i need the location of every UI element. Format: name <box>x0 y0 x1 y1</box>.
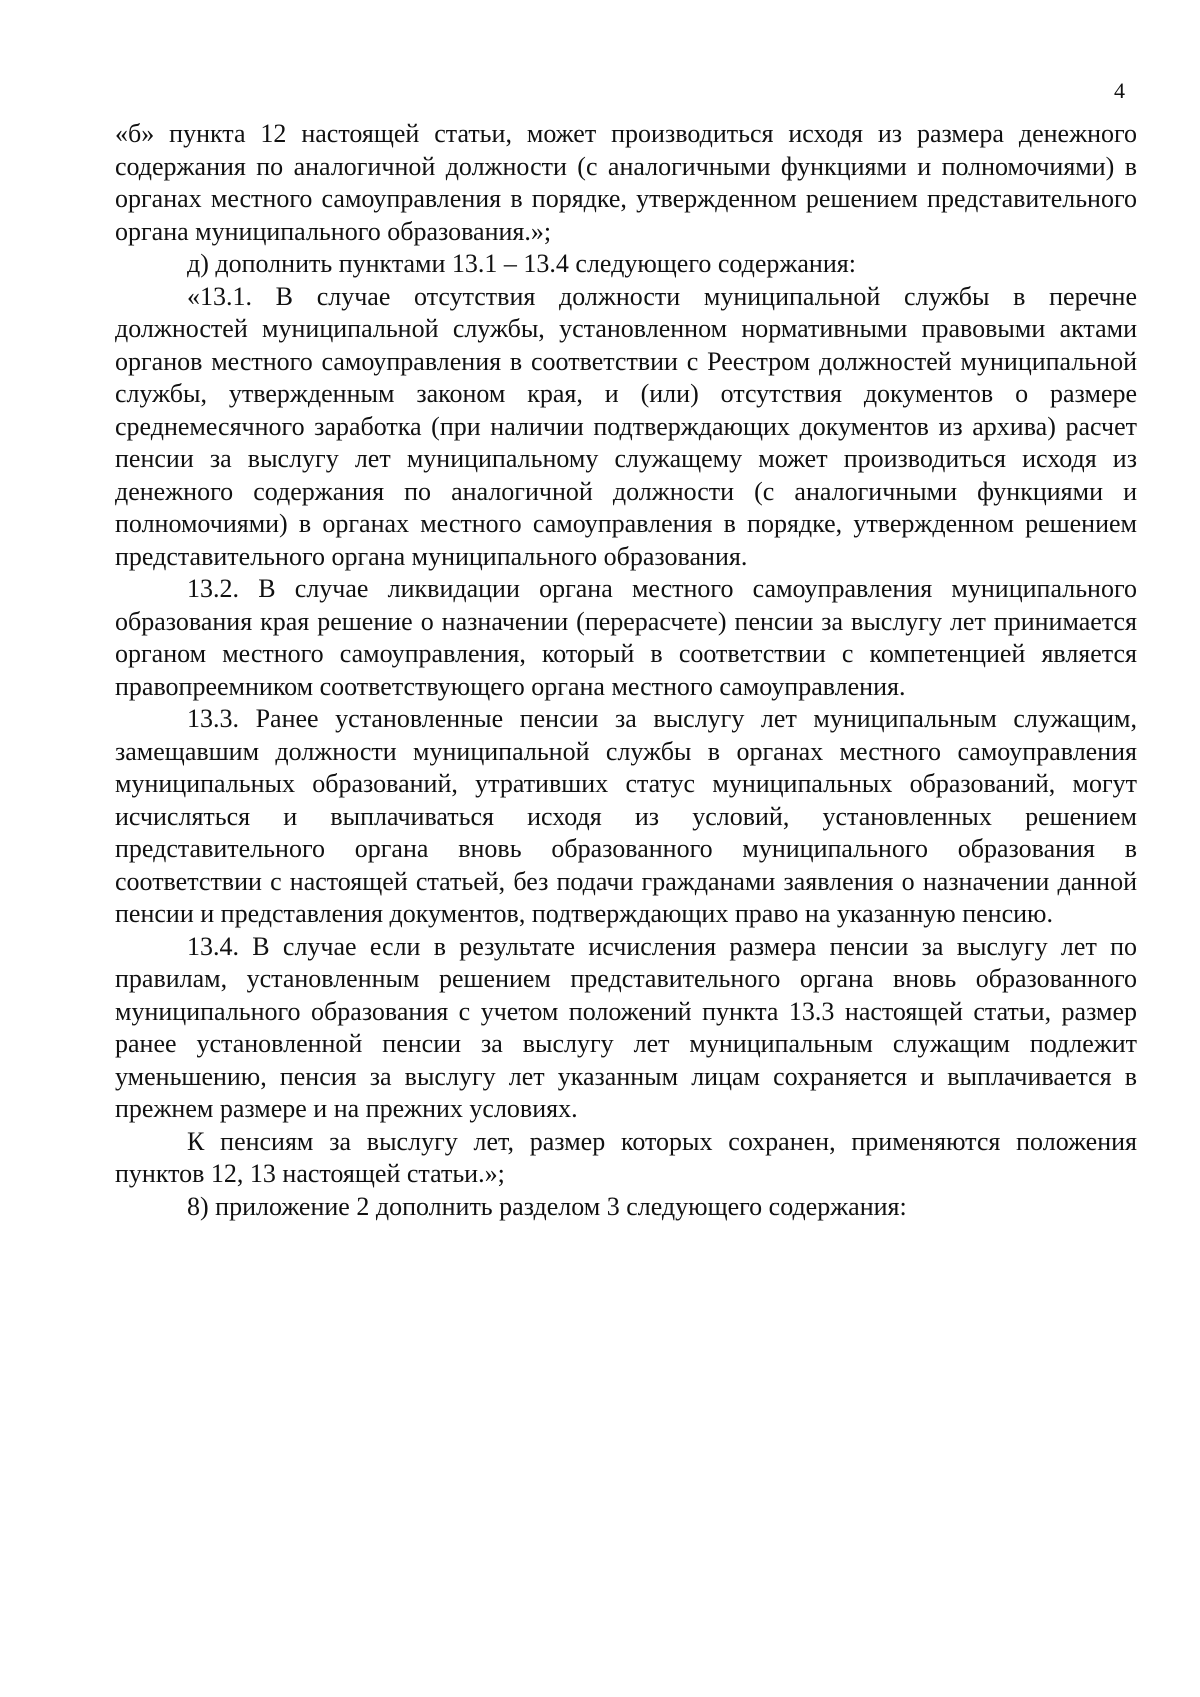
page-number: 4 <box>1114 78 1125 103</box>
paragraph-subitem-d: д) дополнить пунктами 13.1 – 13.4 следующего содержания: <box>187 249 856 278</box>
paragraph-13-1: «13.1. В случае отсутствия должности муниципальной службы в перечне должностей муниципальной службы, установленном нормативными правовыми актами органов местного самоуправления в соответствии с Реестром должностей муниципальной службы, утвержденным законом края, и (или) отсутствия документов о размере среднемесячного заработка (при наличии подтверждающих документов из архива) расчет пенсии за выслугу лет муниципальному служащему может производиться исходя из денежного содержания по аналогичной должности (с аналогичными функциями и полномочиями) в органах местного самоуправления в порядке, утвержденном решением представительного органа муниципального образования. <box>115 281 1137 571</box>
paragraph-item-8: 8) приложение 2 дополнить разделом 3 следующего содержания: <box>187 1191 907 1221</box>
document-body <box>115 118 1137 1223</box>
paragraph-continuation: «б» пункта 12 настоящей статьи, может производиться исходя из размера денежного содержания по аналогичной должности (с аналогичными функциями и полномочиями) в органах местного самоуправления в порядке, утвержденном решением представительного органа муниципального образования.»; <box>115 119 1137 246</box>
paragraph-13-4: 13.4. В случае если в результате исчисления размера пенсии за выслугу лет по правилам, установленным решением представительного органа вновь образованного муниципального образования с учетом положений пункта 13.3 настоящей статьи, размер ранее установленной пенсии за выслугу лет муниципальным служащим подлежит уменьшению, пенсия за выслугу лет указанным лицам сохраняется и выплачивается в прежнем размере и на прежних условиях. <box>115 931 1137 1123</box>
paragraph-13-2: 13.2. В случае ликвидации органа местного самоуправления муниципального образования края решение о назначении (перерасчете) пенсии за выслугу лет принимается органом местного самоуправления, который в соответствии с компетенцией является правопреемником соответствующего органа местного самоуправления. <box>115 574 1137 701</box>
paragraph-pension-provisions: К пенсиям за выслугу лет, размер которых сохранен, применяются положения пунктов 12, 13 настоящей статьи.»; <box>115 1126 1137 1188</box>
paragraph-13-3: 13.3. Ранее установленные пенсии за выслугу лет муниципальным служащим, замещавшим должности муниципальной службы в органах местного самоуправления муниципальных образований, утративших статус муниципальных образований, могут исчисляться и выплачиваться исходя из условий, установленных решением представительного органа вновь образованного муниципального образования в соответствии с настоящей статьей, без подачи гражданами заявления о назначении данной пенсии и представления документов, подтверждающих право на указанную пенсию. <box>115 704 1137 928</box>
